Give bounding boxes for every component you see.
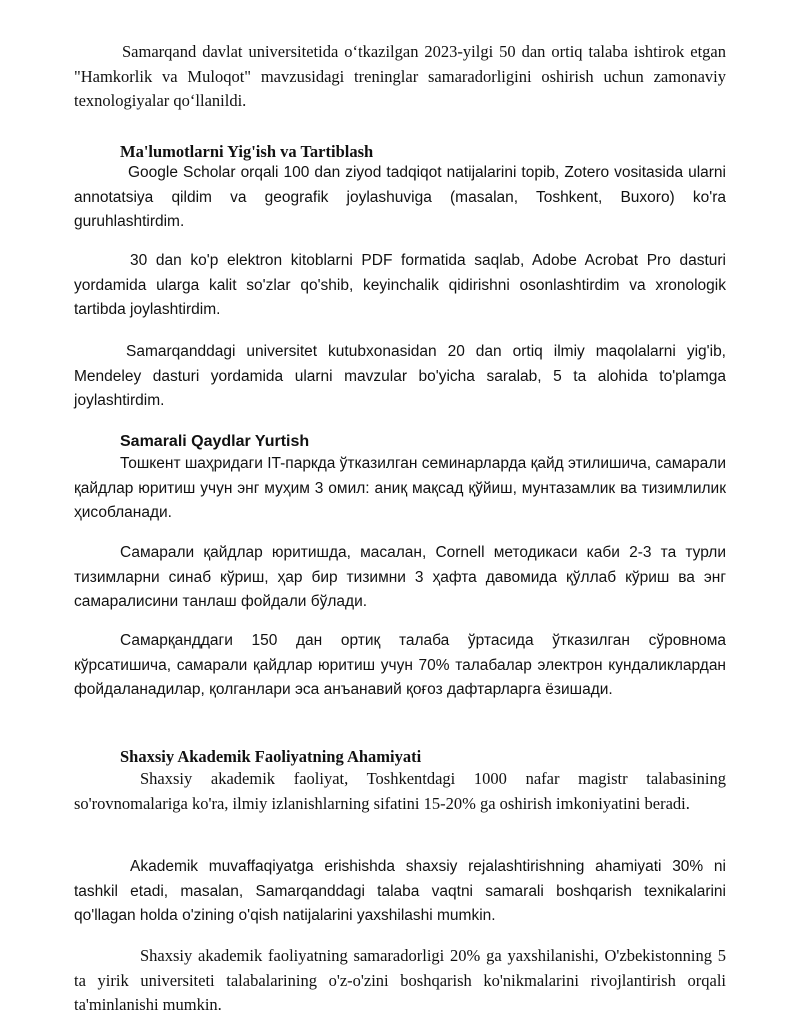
paragraph-it-park-seminars: Тошкент шаҳридаги IT-паркда ўтказилган семинарларда қайд этилишича, самарали қайдлар юритиш учун энг муҳим 3 омил: аниқ мақсад қўйиш, мунтазамлик ва тизимлилик ҳисобланади. [74, 455, 726, 521]
paragraph-cornell-method: Самарали қайдлар юритишда, масалан, Cornell методикаси каби 2-3 та турли тизимларни синаб кўриш, ҳар бир тизимни 3 ҳафта давомида қўллаб кўриш ва энг самаралисини танлаш фойдали бўлади. [74, 544, 726, 610]
paragraph-training-technologies: Samarqand davlat universitetida o‘tkazilgan 2023-yilgi 50 dan ortiq talaba ishtirok etgan "Hamkorlik va Muloqot" mavzusidagi treninglar samaradorligini oshirish uchun zamonaviy texnologiyalar qo‘llanildi. [74, 42, 726, 110]
heading-note-taking: Samarali Qaydlar Yurtish [120, 433, 310, 450]
paragraph-pdf-ebooks: 30 dan ko'p elektron kitoblarni PDF formatida saqlab, Adobe Acrobat Pro dasturi yordamida ularga kalit so'zlar qo'shib, keyinchalik qidirishni osonlashtirdim va xronologik tartibda joylashtirdim. [74, 252, 726, 318]
paragraph-personal-planning: Akademik muvaffaqiyatga erishishda shaxsiy rejalashtirishning ahamiyati 30% ni tashkil etadi, masalan, Samarqanddagi talaba vaqtni samarali boshqarish texnikalarini qo'llagan holda o'zining o'qish natijalarini yaxshilashi mumkin. [74, 858, 726, 924]
paragraph-master-students: Shaxsiy akademik faoliyat, Toshkentdagi 1000 nafar magistr talabasining so'rovnomalariga ko'ra, ilmiy izlanishlarning sifatini 15-20% ga oshirish imkoniyatini beradi. [74, 769, 726, 813]
paragraph-self-management: Shaxsiy akademik faoliyatning samaradorligi 20% ga yaxshilanishi, O'zbekistonning 5 ta yirik universiteti talabalarining o'z-o'zini boshqarish ko'nikmalarini rivojlantirish orqali ta'minlanishi mumkin. [74, 946, 726, 1014]
paragraph-student-survey: Самарқанддаги 150 дан ортиқ талаба ўртасида ўтказилган сўровнома кўрсатишича, самарали қайдлар юритиш учун 70% талабалар электрон кундаликлардан фойдаланадилар, қолганлари эса анъанавий қоғоз дафтарларга ёзишади. [74, 632, 726, 698]
paragraph-library-articles: Samarqanddagi universitet kutubxonasidan 20 dan ortiq ilmiy maqolalarni yig'ib, Mendeley dasturi yordamida ularni mavzular bo'yicha saralab, 5 ta alohida to'plamga joylashtirdim. [74, 343, 726, 409]
paragraph-google-scholar: Google Scholar orqali 100 dan ziyod tadqiqot natijalarini topib, Zotero vositasida ularni annotatsiya qildim va geografik joylashuviga (masalan, Toshkent, Buxoro) ko'ra guruhlashtirdim. [74, 164, 726, 230]
heading-data-collection: Ma'lumotlarni Yig'ish va Tartiblash [120, 142, 374, 161]
heading-academic-activity: Shaxsiy Akademik Faoliyatning Ahamiyati [120, 747, 422, 766]
